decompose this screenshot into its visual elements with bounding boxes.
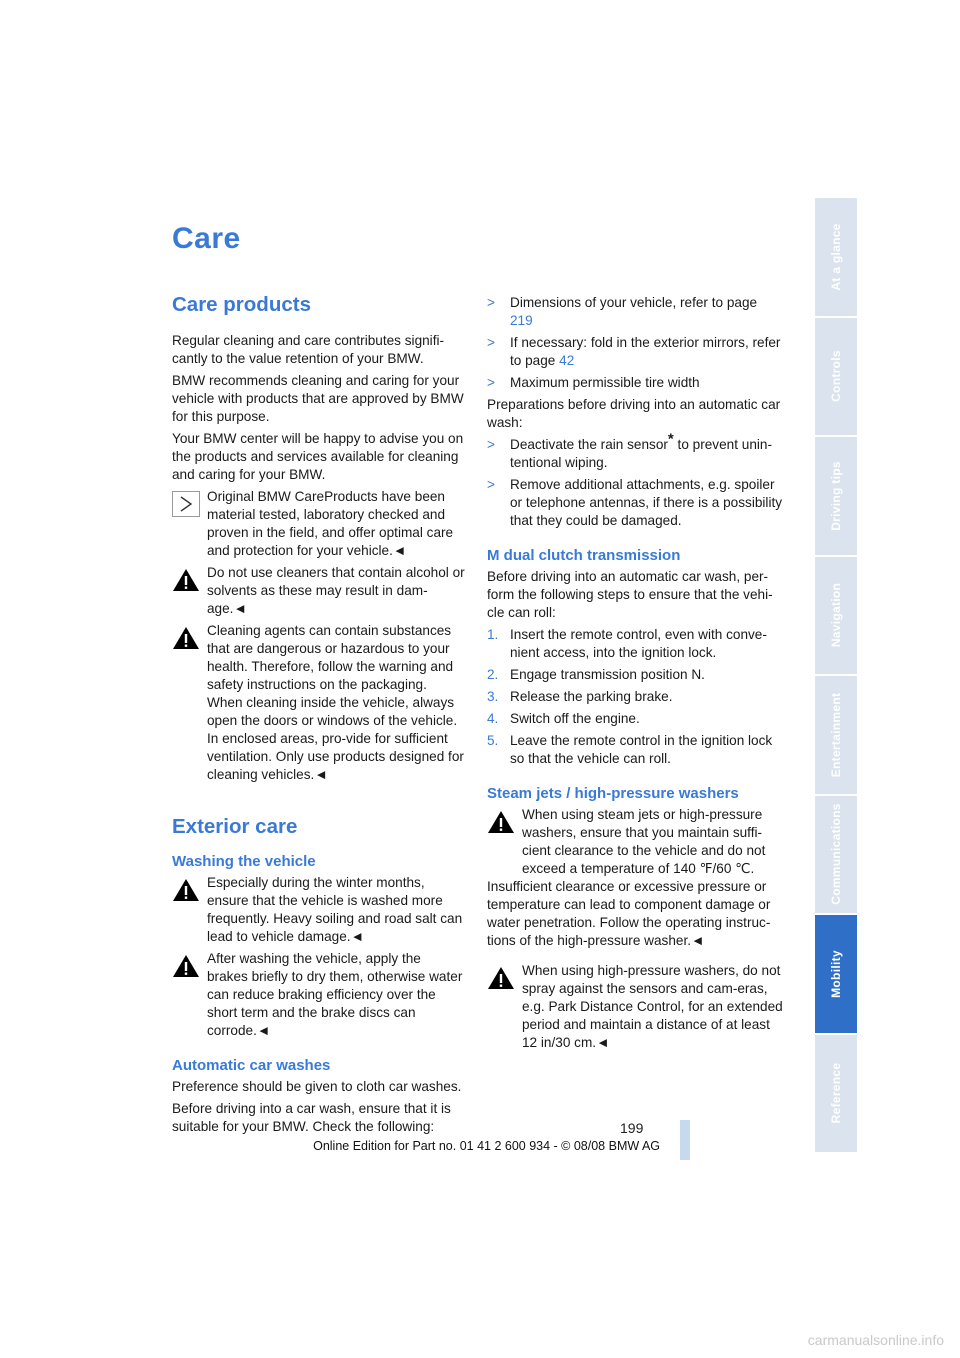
bullet-marker: >	[487, 335, 495, 350]
page-number: 199	[620, 1120, 644, 1136]
page-marker	[680, 1120, 690, 1160]
tab-label: Driving tips	[829, 460, 843, 531]
warning-brakes-text: After washing the vehicle, apply the brakes briefly to dry them, otherwise water can reduce braking efficiency over the short term and the brake discs can corrode.	[207, 951, 463, 1038]
warning-winter	[172, 874, 465, 946]
bullet-marker: >	[487, 295, 495, 310]
step-text: Switch off the engine.	[510, 711, 640, 726]
warning-triangle-icon	[172, 877, 200, 903]
tab-mobility[interactable]	[815, 915, 857, 1035]
bullet-marker: >	[487, 477, 495, 492]
warning-alcohol-text: Do not use cleaners that contain alcohol or solvents as these may result in dam-age.	[207, 565, 465, 616]
prep-item	[487, 476, 783, 530]
page-link-219[interactable]: 219	[510, 313, 533, 328]
page-link-42[interactable]: 42	[559, 353, 575, 368]
check-item	[487, 294, 783, 330]
note-arrow-icon	[172, 491, 200, 517]
prep-text: Preparations before driving into an automatic car wash:	[487, 397, 781, 430]
step-number: 1.	[487, 627, 499, 642]
warning-sensors	[487, 962, 783, 1052]
bullet-marker: >	[487, 375, 495, 390]
step-item	[487, 666, 783, 684]
warning-brakes	[172, 950, 465, 1040]
check-item	[487, 334, 783, 370]
step-item	[487, 626, 783, 662]
tab-label: Navigation	[829, 583, 843, 648]
care-products-p1: Regular cleaning and care contributes signifi-cantly to the value retention of your BMW.	[172, 333, 445, 366]
prep-item	[487, 430, 783, 472]
step-text: Insert the remote control, even with conve-nient access, into the ignition lock.	[510, 627, 767, 660]
mdct-heading: M dual clutch transmission	[487, 547, 681, 564]
check-item-text: Dimensions of your vehicle, refer to page	[510, 295, 758, 310]
automatic-car-washes-heading: Automatic car washes	[172, 1057, 331, 1074]
warning-cleaning-agents	[172, 622, 465, 784]
tab-controls[interactable]	[815, 318, 857, 438]
optional-equipment-star: *	[667, 430, 674, 448]
tab-reference[interactable]	[815, 1035, 857, 1155]
right-column	[487, 294, 783, 1052]
step-item	[487, 732, 783, 768]
mdct-text: Before driving into an automatic car wash, per-form the following steps to ensure that the vehi-cle can roll:	[487, 569, 773, 620]
warning-alcohol	[172, 564, 465, 618]
end-mark: ◄	[233, 601, 247, 616]
tab-label: Mobility	[829, 949, 843, 998]
check-item-text: If necessary: fold in the exterior mirrors, refer to page	[510, 335, 781, 368]
washing-heading: Washing the vehicle	[172, 853, 316, 870]
tab-label: Entertainment	[829, 692, 843, 778]
end-mark: ◄	[691, 933, 705, 948]
tab-at-a-glance[interactable]	[815, 198, 857, 318]
warning-steam-jets-detail: Insufficient clearance or excessive pressure or temperature can lead to component damage or water penetration. Follow the operating instruc-tions of the high-pressure washer.	[487, 879, 771, 948]
automatic-p1: Preference should be given to cloth car washes.	[172, 1079, 462, 1094]
step-text: Engage transmission position N.	[510, 667, 705, 682]
exterior-care-heading: Exterior care	[172, 815, 298, 838]
steam-jets-heading: Steam jets / high-pressure washers	[487, 785, 739, 802]
page-title: Care	[172, 222, 241, 255]
warning-triangle-icon	[487, 809, 515, 835]
step-item	[487, 688, 783, 706]
tab-label: Controls	[829, 350, 843, 403]
bullet-marker: >	[487, 437, 495, 452]
warning-triangle-icon	[172, 625, 200, 651]
end-mark: ◄	[256, 1023, 271, 1038]
warning-sensors-text: When using high-pressure washers, do not spray against the sensors and cam-eras, e.g. Park Distance Control, for an extended period and maintain a distance of at least 12 in/30 cm.	[522, 963, 783, 1050]
step-text: Leave the remote control in the ignition lock so that the vehicle can roll.	[510, 733, 773, 766]
footer-text: Online Edition for Part no. 01 41 2 600 934 - © 08/08 BMW AG	[313, 1139, 660, 1153]
prep-item-text-b: to prevent unin-tentional wiping.	[510, 437, 773, 470]
note-careproducts-text: Original BMW CareProducts have been material tested, laboratory checked and proven in the field, and offer optimal care and protection for your vehicle.	[207, 489, 454, 558]
chapter-tabs	[815, 198, 857, 1154]
tab-label: Communications	[829, 803, 843, 906]
note-careproducts	[172, 488, 465, 560]
warning-cleaning-agents-text: Cleaning agents can contain substances that are dangerous or hazardous to your health. Therefore, follow the warning and safety instructions on the packaging. When cleaning inside the vehicle, always open the doors or windows of the vehicle. In enclosed areas, pro-vide for sufficient ventilation. Only use products designed for cleaning vehicles.	[207, 623, 464, 782]
step-text: Release the parking brake.	[510, 689, 673, 704]
check-item-text: Maximum permissible tire width	[510, 375, 700, 390]
tab-label: Reference	[829, 1062, 843, 1124]
end-mark: ◄	[596, 1035, 610, 1050]
step-number: 5.	[487, 733, 499, 748]
watermark: carmanualsonline.info	[807, 1332, 944, 1348]
warning-steam-jets-text-b	[487, 878, 783, 950]
tab-communications[interactable]	[815, 796, 857, 916]
warning-triangle-icon	[172, 953, 200, 979]
prep-item-text: Remove additional attachments, e.g. spoiler or telephone antennas, if there is a possibility that they could be damaged.	[510, 477, 783, 528]
step-number: 4.	[487, 711, 499, 726]
prep-item-text: Deactivate the rain sensor	[510, 437, 668, 452]
end-mark: ◄	[392, 543, 407, 558]
tab-entertainment[interactable]	[815, 676, 857, 796]
care-products-p3: Your BMW center will be happy to advise you on the products and services available for cleaning and caring for your BMW.	[172, 431, 464, 482]
automatic-p2: Before driving into a car wash, ensure that it is suitable for your BMW. Check the following:	[172, 1101, 451, 1134]
care-products-p2: BMW recommends cleaning and caring for your vehicle with products that are approved by BMW for this purpose.	[172, 373, 464, 424]
tab-label: At a glance	[829, 223, 843, 291]
step-item	[487, 710, 783, 728]
tab-navigation[interactable]	[815, 557, 857, 677]
warning-winter-text: Especially during the winter months, ensure that the vehicle is washed more frequently. Heavy soiling and road salt can lead to vehicle damage.	[207, 875, 463, 944]
check-item	[487, 374, 783, 392]
warning-triangle-icon	[487, 965, 515, 991]
left-column	[172, 292, 465, 1136]
tab-driving-tips[interactable]	[815, 437, 857, 557]
warning-triangle-icon	[172, 567, 200, 593]
step-number: 2.	[487, 667, 499, 682]
step-number: 3.	[487, 689, 499, 704]
care-products-heading: Care products	[172, 293, 311, 316]
warning-steam-jets-text: When using steam jets or high-pressure washers, ensure that you maintain suffi-cient clearance to the vehicle and do not exceed a temperature of 140 ℉/60 ℃.	[522, 807, 766, 876]
warning-steam-jets	[487, 806, 783, 950]
end-mark: ◄	[350, 929, 365, 944]
end-mark: ◄	[314, 767, 328, 782]
